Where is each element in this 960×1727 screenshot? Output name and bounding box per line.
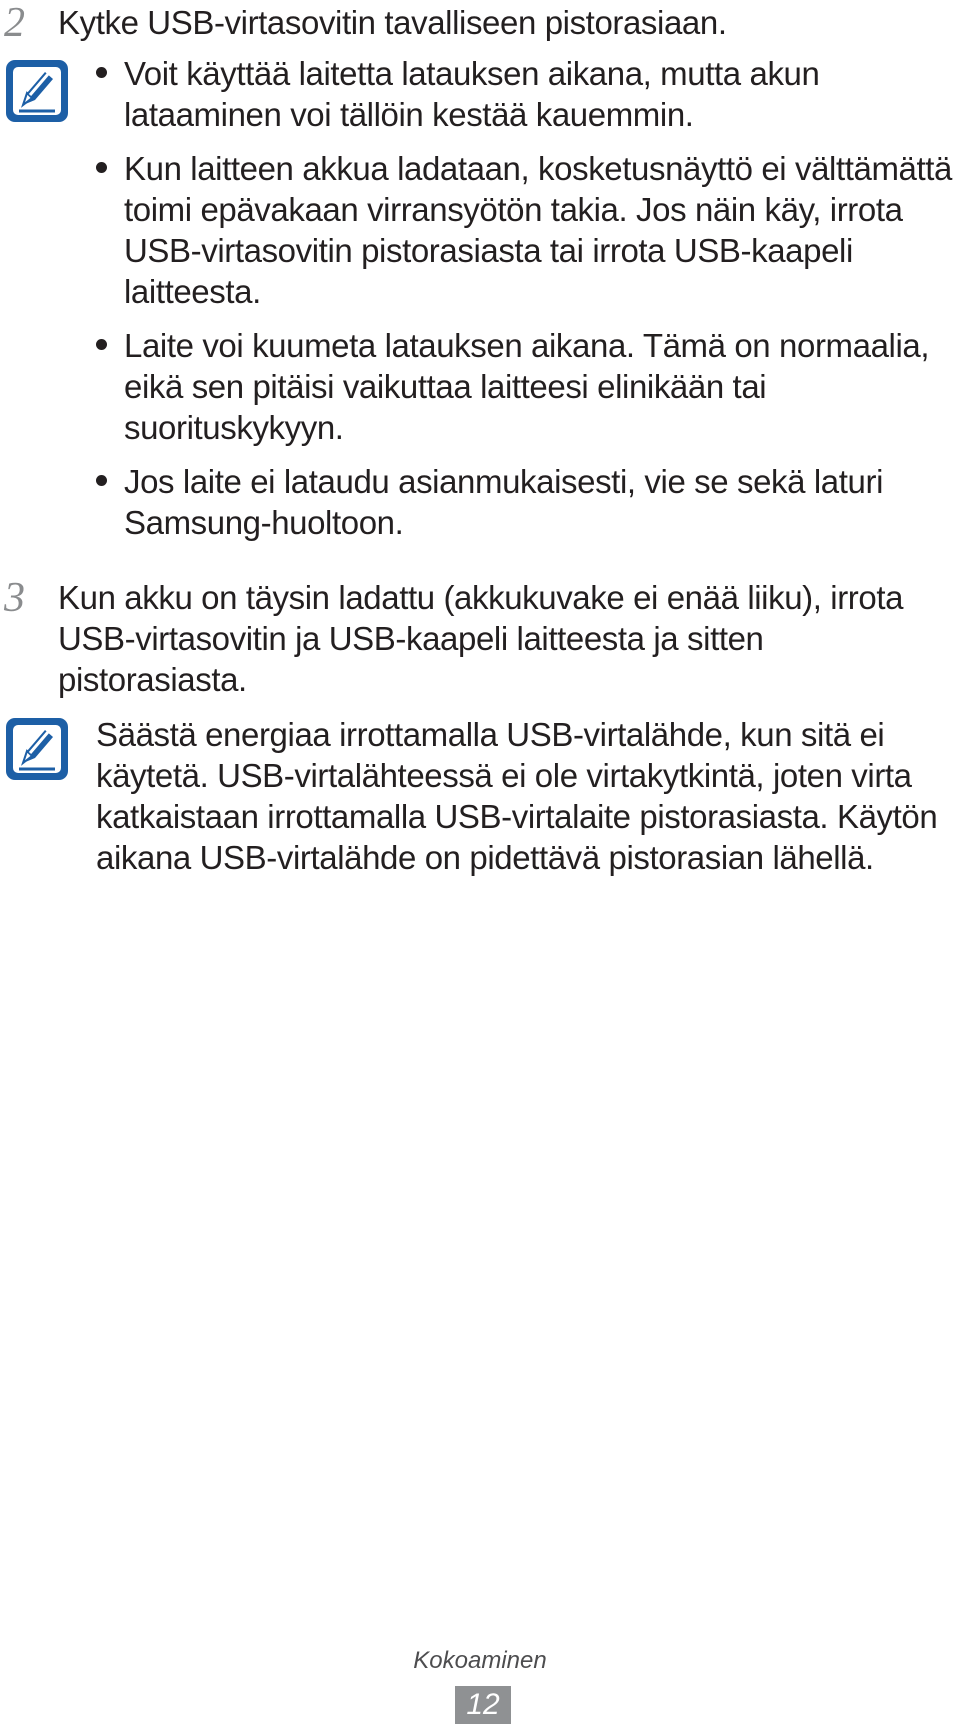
list-item [96,53,956,135]
note-pencil-icon [4,58,70,124]
bullet-dot [96,475,107,486]
bullet-dot [96,162,107,173]
bullet-text: Laite voi kuumeta latauksen aikana. Tämä on normaalia, eikä sen pitäisi vaikuttaa laitteesi elinikään tai suorituskykyyn. [124,327,930,446]
footer-section-title: Kokoaminen [413,1647,547,1674]
bullet-dot [96,67,107,78]
list-item [96,461,956,543]
bullet-dot [96,339,107,350]
note-bullet-list [96,53,956,556]
note-pencil-icon [4,716,70,782]
page-number: 12 [455,1686,511,1724]
bullet-text: Kun laitteen akkua ladataan, kosketusnäyttö ei välttämättä toimi epävakaan virransyötön takia. Jos näin käy, irrota USB-virtasovitin pistorasiasta tai irrota USB-kaapeli laitteesta. [124,150,953,310]
list-item [96,148,956,312]
bullet-text: Jos laite ei lataudu asianmukaisesti, vie se sekä laturi Samsung-huoltoon. [124,463,883,541]
step-text: Kytke USB-virtasovitin tavalliseen pistorasiaan. [58,4,727,41]
note-text: Säästä energiaa irrottamalla USB-virtalähde, kun sitä ei käytetä. USB-virtalähteessä ei ole virtakytkintä, joten virta katkaistaan irrottamalla USB-virtalaite pistorasiasta. Käytön aikana USB-virtalähde on pidettävä pistorasian lähellä. [96,716,938,876]
step-number: 3 [4,575,25,621]
list-item [96,325,956,448]
bullet-text: Voit käyttää laitetta latauksen aikana, mutta akun lataaminen voi tällöin kestää kauemmin. [124,55,820,133]
step-number: 2 [4,0,25,46]
step-text: Kun akku on täysin ladattu (akkukuvake ei enää liiku), irrota USB-virtasovitin ja USB-kaapeli laitteesta ja sitten pistorasiasta. [58,579,904,698]
